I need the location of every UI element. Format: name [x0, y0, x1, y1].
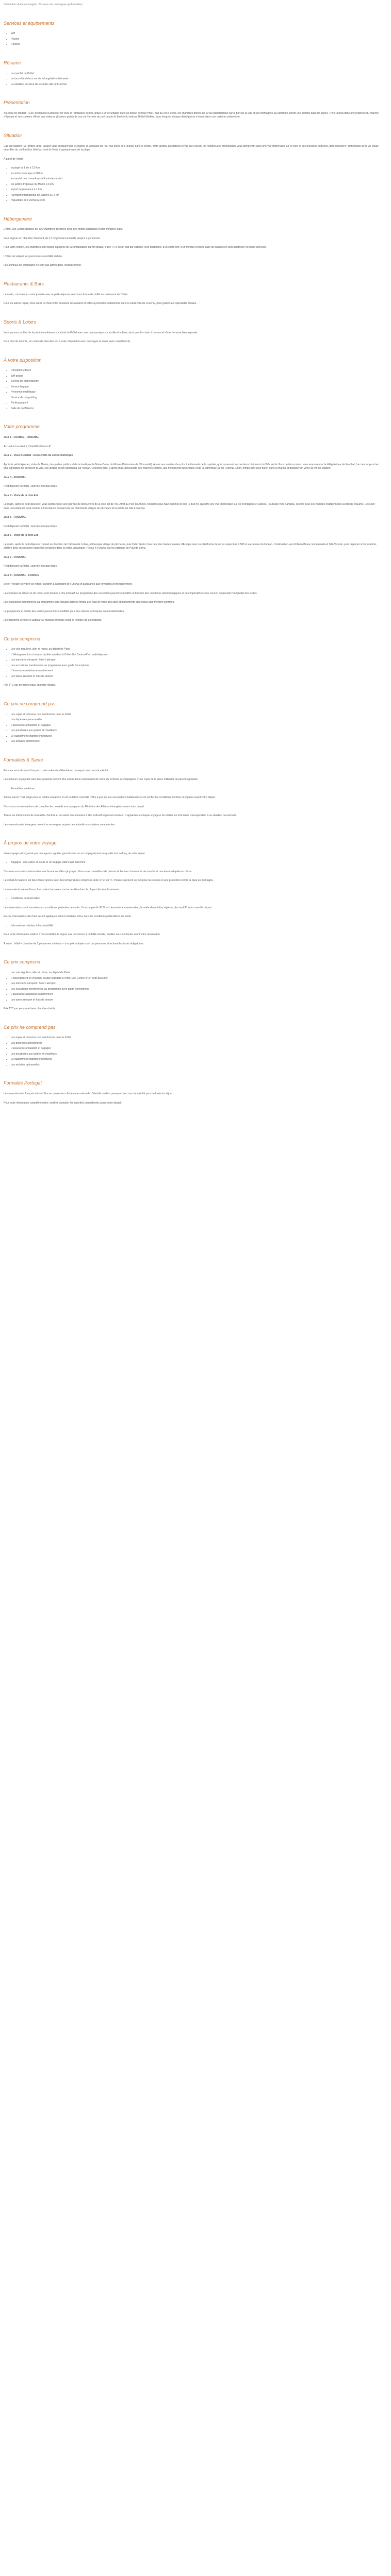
program-heading: Votre programme	[4, 424, 40, 430]
about-text: Le climat de Madère est doux toute l'année avec des températures comprises entre 17 et 26 °C. Pensez à prévoir un pull pour les soirées et une protection contre la pluie en montagne.	[4, 879, 214, 883]
about-text: La monnaie locale est l'euro. Les cartes bancaires sont acceptées dans la plupart des établissements.	[4, 888, 120, 891]
sports-text-1: Vous pourrez profiter de la piscine extérieure sur le toit de l'hôtel avec vue panoramique sur la ville et la baie, ainsi que d'un bain à remous et d'une terrasse bien exposée.	[4, 331, 198, 334]
hebergement-text-1: L'hôtel Eloi Centro dispose de 106 chambres décorées avec des motifs classiques et des meubles clairs.	[4, 228, 123, 231]
includes-note: Prix TTC par personne base chambre double.	[4, 684, 56, 687]
list-item: • Les vols réguliers, aller et retour, au départ de Paris	[11, 971, 380, 975]
list-item: • Bagages : une valise en soute et un bagage cabine par personne	[11, 861, 380, 865]
list-item: • Le marché de l'hôtel	[11, 72, 380, 76]
includes-heading-2: Ce prix comprend	[4, 959, 41, 965]
list-item: • l'Aqueduto de Funchal à 4 km	[11, 199, 380, 203]
list-item: • L'assurance assistance rapatriement	[11, 993, 380, 997]
formalite-portugal-heading: Formalité Portugal	[4, 1080, 42, 1086]
day-text: Selon l'horaire de votre vol retour, transfert à l'aéroport de Funchal et assistance aux formalités d'enregistrement.	[4, 583, 133, 586]
list-item: • le port de plaisance à 1 km	[11, 188, 380, 192]
list-item: • Informations relatives à l'accessibilité	[11, 924, 380, 928]
list-item: • La situation au cœur de la vieille ville de Funchal	[11, 83, 380, 87]
day-title: Jour 2 - Vieux Funchal - Découverte du centre historique	[4, 454, 73, 457]
list-item: • Les transferts aéroport / hôtel / aéroport	[11, 658, 380, 663]
about-text: Les réservations sont soumises aux conditions générales de vente. Un acompte de 30 % est demandé à la réservation, le solde devant être réglé au plus tard 30 jours avant le départ.	[4, 906, 213, 909]
day-title: Jour 4 - Visite de la côte Est	[4, 494, 38, 497]
services-list	[4, 32, 380, 47]
formalites-heading: Formalités & Santé	[4, 757, 43, 762]
list-item: • Conditions de réservation	[11, 897, 380, 901]
day-title: Jour 1 - FRANCE - FUNCHAL	[4, 436, 39, 439]
list-item: • Les dépenses personnelles	[11, 1042, 380, 1046]
list-item: • Wifi	[11, 32, 380, 36]
list-item: • Parking payant	[11, 401, 380, 405]
list-item: • Service de baby-sitting	[11, 396, 380, 400]
day-text: Après le petit-déjeuner, visite de Monte, des jardins publics et de la basilique de Notre-Dame du Monte (Patrimoine de l'Humanité). Accès aux quartiers les plus traditionnels de la capitale, qui conservent encore leurs bâtiments du XVe siècle. Pour certains points, vous emprunterez le téléphérique de Funchal, l'un des moyens les plus agréables de découvrir la ville, ses jardins et son panorama sur l'océan. Déjeuner libre. L'après-midi, découverte des marchés colorés, des monuments historiques et de la cathédrale Sé de Funchal. Enfin, temps libre pour flâner dans la marina et déguster un verre de vin de Madère.	[4, 463, 379, 470]
about-text: À noter : hôtel = chambre de 2 personnes minimum – Les prix indiqués sont par personne et incluent les taxes obligatoires.	[4, 942, 144, 945]
list-item: • l'aéroport international de Madère à 17 km	[11, 194, 380, 198]
formalites-text: Les mineurs voyageant sans leurs parents doivent être munis d'une autorisation de sortie du territoire accompagnée d'une copie de la pièce d'identité du parent signataire.	[4, 778, 199, 782]
sports-text-2: Pour plus de détente, un centre de bien-être est à votre disposition avec massages et soins (avec supplément).	[4, 340, 131, 344]
list-item: • Les excursions mentionnées au programme avec guide francophone	[11, 988, 380, 992]
list-item: • la plage du Lido à 2,5 km	[11, 166, 380, 171]
list-item: • Réception 24h/24	[11, 369, 380, 373]
document-page	[0, 0, 384, 1113]
excludes-list-2	[4, 1036, 380, 1067]
disposition-heading: À votre disposition	[4, 357, 42, 363]
list-item: • Les repas et boissons non mentionnés dans le forfait	[11, 1036, 380, 1040]
hebergement-text-2: Vous logerez en chambre Standard, de 17 m² pouvant accueillir jusqu'à 2 personnes.	[4, 236, 101, 240]
about-list	[4, 924, 380, 928]
day-text: Le matin, après le petit-déjeuner, vous partirez pour une journée de découverte de la côte est de l'île. Arrêt au Pico do Arieiro, troisième plus haut sommet de l'île (1 818 m), qui offre une vue imprenable sur les montagnes et vallées. Poursuite vers Santana, célèbre pour ses maisons traditionnelles au toit de chaume. Déjeuner dans un restaurant local. Retour à Funchal en passant par les charmants villages de pêcheurs et la pointe de São Lourenço.	[4, 503, 375, 510]
excludes-heading: Ce prix ne comprend pas	[4, 701, 56, 706]
excludes-heading-2: Ce prix ne comprend pas	[4, 1024, 56, 1030]
day-text: Petit déjeuner à l'hôtel. Journée et repas libres.	[4, 524, 58, 528]
list-item: • Formalités sanitaires	[11, 787, 380, 791]
list-item: • L'assurance annulation et bagages	[11, 724, 380, 728]
restaurants-text-2: Pour les autres repas, vous aurez le choix entre plusieurs restaurants et cafés à proximité, notamment dans la vieille ville de Funchal, pour goûter aux spécialités locales.	[4, 302, 197, 306]
day-text: Le matin, après le petit-déjeuner, départ en direction de Câmara de Lobos, pittoresque village de pêcheurs, puis Cabo Girão, l'une des plus hautes falaises d'Europe avec sa plateforme de verre suspendue à 580 m au-dessus de l'océan. Continuation vers Ribeira Brava, Encumeada et São Vicente, puis déjeuner à Porto Moniz, célèbre pour ses piscines naturelles creusées dans la roche volcanique. Retour à Funchal par les plateaux de Paúl da Serra.	[4, 543, 378, 550]
formalites-list	[4, 787, 380, 791]
resume-list	[4, 72, 380, 87]
formalite-portugal-text: Les ressortissants français doivent être en possession d'une carte nationale d'identité ou d'un passeport en cours de validité pour la durée du séjour.	[4, 1092, 173, 1096]
list-item: • le marché des Lavradores à 5 minutes à pied	[11, 177, 380, 181]
formalites-text: Nous vous recommandons de consulter les conseils aux voyageurs du Ministère des Affaires étrangères avant votre départ.	[4, 805, 145, 808]
hebergement-text-3: Pour votre confort, les chambres sont toutes équipées de la climatisation, du wifi gratuit, d'une TV à écran plat par satellite, d'un téléphone, d'un coffre-fort, d'un minibar et d'une salle de bain privée avec baignoire et sèche-cheveux.	[4, 246, 267, 249]
about-list	[4, 861, 380, 865]
list-item: • Wifi gratuit	[11, 375, 380, 379]
note-text: Les transferts se font en autocar ou minibus climatisé selon le nombre de participants.	[4, 619, 102, 622]
about-text: En cas d'annulation, des frais seront appliqués selon le barème prévu dans les conditions particulières de vente.	[4, 915, 132, 919]
hebergement-text-4: L'hôtel est adapté aux personnes à mobilité réduite.	[4, 255, 63, 258]
situation-list	[4, 166, 380, 203]
list-item: • L'hébergement en chambre double standard à l'hôtel Eloi Centro 4* en petit-déjeuner	[11, 977, 380, 981]
about-text: Pour toute information relative à l'accessibilité du séjour aux personnes à mobilité réduite, veuillez nous contacter avant votre réservation.	[4, 933, 161, 937]
list-item: • Service de blanchisserie	[11, 380, 380, 384]
hebergement-text-5: Les animaux de compagnie ne sont pas admis dans l'établissement.	[4, 264, 82, 267]
list-item: • Les activités optionnelles	[11, 740, 380, 744]
services-heading: Services et équipements	[4, 20, 55, 26]
list-item: • Les activités optionnelles	[11, 1063, 380, 1067]
day-text: Petit déjeuner à l'hôtel. Journée et repas libres.	[4, 565, 58, 568]
day-title: Jour 3 - FUNCHAL	[4, 476, 26, 479]
day-text: Accueil et transfert à l'hôtel Eloi Centro 4*.	[4, 445, 52, 448]
list-item: • Parking	[11, 43, 380, 47]
list-item: • Service bagage	[11, 385, 380, 389]
day-title: Jour 6 - Visite de la côte Est	[4, 534, 38, 537]
list-item: • Les taxes aéroport et frais de dossier	[11, 675, 380, 679]
list-item: • Piscine	[11, 38, 380, 42]
list-item: • Les pourboires aux guides et chauffeurs	[11, 1053, 380, 1057]
day-title: Jour 5 - FUNCHAL	[4, 516, 26, 519]
list-item: • Les taxes aéroport et frais de dossier	[11, 998, 380, 1003]
list-item: • L'assurance assistance rapatriement	[11, 669, 380, 673]
day-title: Jour 8 - FUNCHAL - FRANCE	[4, 573, 39, 577]
situation-heading: Situation	[4, 132, 22, 138]
list-item: • Le supplément chambre individuelle	[11, 735, 380, 739]
about-heading: À propos de votre voyage	[4, 840, 57, 846]
note-text: Les horaires de départ et de retour sont donnés à titre indicatif. Le programme des excursions peut être modifié en fonction des conditions météorologiques et des impératifs locaux, tout en respectant l'intégralité des visites.	[4, 591, 258, 595]
includes-note-2: Prix TTC par personne base chambre double.	[4, 1007, 56, 1011]
list-item: • Le supplément chambre individuelle	[11, 1058, 380, 1062]
includes-heading: Ce prix comprend	[4, 636, 41, 641]
sports-heading: Sports & Loisirs	[4, 319, 37, 325]
restaurants-text-1: Le matin, commencez votre journée avec le petit-déjeuner servi sous forme de buffet au restaurant de l'hôtel.	[4, 293, 128, 296]
intro-text: Description d'une compagnie : Ce sera une compagnie qui formaliser.	[4, 3, 84, 6]
restaurants-heading: Restaurants & Bars	[4, 281, 44, 286]
formalite-portugal-text: Pour toute information complémentaire, veuillez consulter les autorités compétentes avant votre départ.	[4, 1101, 122, 1105]
list-item: • Salle de conférence	[11, 407, 380, 411]
list-item: • les jardins tropicaux du Monte à 6 km	[11, 183, 380, 187]
list-item: • Les transferts aéroport / hôtel / aéroport	[11, 982, 380, 986]
list-item: • Les excursions mentionnées au programme avec guide francophone	[11, 664, 380, 668]
list-item: • L'assurance annulation et bagages	[11, 1047, 380, 1051]
day-text: Petit déjeuner à l'hôtel. Journée et repas libres.	[4, 485, 58, 488]
list-item: • Personnel multilingue	[11, 391, 380, 395]
list-item: • Les dépenses personnelles	[11, 718, 380, 722]
includes-list	[4, 648, 380, 679]
disposition-list	[4, 369, 380, 411]
list-item: • le centre historique à 500 m	[11, 172, 380, 176]
situation-intro: À partir de l'hôtel :	[4, 157, 25, 161]
hebergement-heading: Hébergement	[4, 216, 32, 222]
list-item: • Les pourboires aux guides et chauffeurs	[11, 729, 380, 733]
list-item: • Le tour et le dehors sur de la longévité entérinante	[11, 77, 380, 81]
formalites-text: Pour les ressortissants français : carte nationale d'identité ou passeport en cours de validité.	[4, 769, 109, 772]
about-list	[4, 897, 380, 901]
list-item: • Les vols réguliers, aller et retour, au départ de Paris	[11, 648, 380, 652]
formalites-text: Aucun vaccin n'est exigé pour se rendre à Madère. Il est toutefois conseillé d'être à jour de ses vaccinations habituelles et de vérifier les conditions d'entrée en vigueur avant votre départ.	[4, 796, 216, 800]
about-text: Votre voyage est organisé par une agence agréée, garantissant un accompagnement de qualité tout au long de votre séjour.	[4, 852, 146, 855]
resume-heading: Résumé	[4, 60, 21, 65]
situation-text: Cap sur Madère ! À l'ombre large, laissez-vous conquérir par le charme et la beauté de l'île. Aux côtés de Funchal, dans le centre, entre jardins, plantations et vue sur l'océan, les nombreuses promenades vous plongeront dans une vue imprenable sur le relief et ses terrasses cultivées, pour découvrir l'authenticité de la vie locale et profiter du confort d'un hôtel au bord de l'eau, à quelques pas de la plage.	[4, 144, 379, 152]
formalites-text: Les ressortissants étrangers doivent se renseigner auprès des autorités consulaires compétentes.	[4, 823, 116, 826]
excludes-list	[4, 713, 380, 744]
day-title: Jour 7 - FUNCHAL	[4, 555, 26, 559]
formalites-text: Toutes les informations de formalités d'entrée et de santé sont données à titre indicatif et peuvent évoluer. Il appartient à chaque voyageur de vérifier les formalités correspondant à sa situation personnelle.	[4, 814, 237, 818]
about-text: Certaines excursions nécessitent une bonne condition physique. Nous vous conseillons de prévoir de bonnes chaussures de marche et une tenue adaptée au climat.	[4, 870, 192, 873]
presentation-heading: Présentation	[4, 100, 30, 106]
note-text: Le programme et l'ordre des visites peuvent être modifiés pour des raisons techniques ou opérationnelles.	[4, 609, 125, 613]
note-text: Les excursions mentionnées au programme sont incluses dans le forfait. Les frais de visite des sites et monuments sont inclus sauf mention contraire.	[4, 601, 175, 604]
presentation-text: Au cœur de Madère, l'Éloi, découvrez la douceur de vivre et l'ambiance de l'île, grâce à la vie urbaine dans un départ de tout l'hôtel. Bâti au XIXe siècle, les chambres dotées de la vue panoramique sur le port de la ville et ses montagnes au alentours seront une parfaite base de séjour. The Funchal dans une propriété du marché d'époque et ses couleurs offrent aux visiteurs plusieurs points de vue sur l'arrivée du port depuis la fenêtre du balcon, l'hôtel Madère, dans lesquels chaque détail pensé s'inscrit dans une certaine authenticité.	[4, 111, 379, 119]
includes-list-2	[4, 971, 380, 1002]
list-item: • Les repas et boissons non mentionnés dans le forfait	[11, 713, 380, 717]
list-item: • L'hébergement en chambre double standard à l'hôtel Eloi Centro 4* en petit-déjeuner	[11, 653, 380, 657]
